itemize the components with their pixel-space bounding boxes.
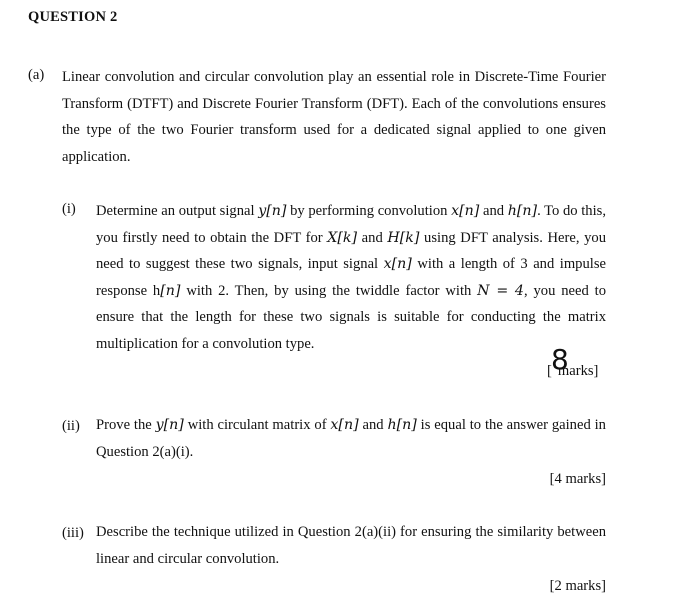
sub-i-text	[96, 198, 606, 358]
x-n-symbol: x[n]	[451, 203, 480, 219]
question-title: QUESTION 2	[28, 9, 118, 25]
h-n-symbol-ii: h[n]	[387, 417, 417, 433]
handwritten-eight: 8	[551, 343, 569, 376]
sub-i-marks-rest: marks]	[557, 363, 599, 379]
sub-ii-text-2: with circulant matrix of	[183, 417, 331, 433]
sub-ii-text	[96, 412, 606, 465]
sub-iii-label: (iii)	[62, 525, 84, 541]
part-a-label: (a)	[28, 67, 45, 83]
n-bracket-symbol: [n]	[160, 282, 181, 299]
sub-i-text-2: by performing convolution	[286, 203, 452, 219]
sub-i-label: (i)	[62, 201, 76, 217]
N-equals-4: N = 4	[477, 282, 524, 299]
sub-i-text-3: and	[479, 203, 508, 219]
x-n-symbol-2: x[n]	[383, 256, 412, 273]
sub-i-text-4: . To do this, you firstly need to obtain the DFT for	[96, 203, 606, 246]
sub-i-marks-open: [	[547, 363, 552, 379]
y-n-symbol-ii: y[n]	[155, 417, 184, 433]
h-n-symbol: h[n]	[507, 203, 538, 219]
part-a-text: Linear convolution and circular convolution play an essential role in Discrete-Time Fourier Transform (DTFT) and Discrete Fourier Transform (DFT). Each of the convolutions ensures the type of the two Fourier transform used for a dedicated signal applied to one given application.	[62, 69, 606, 165]
sub-ii-text-4: is equal to the answer gained in Question 2(a)(i).	[96, 417, 606, 460]
y-n-symbol: y[n]	[258, 203, 287, 219]
sub-ii-text-3: and	[358, 417, 388, 433]
sub-i-text-9: , you need to ensure that the length for these two signals is suitable for conducting the matrix multiplication for a convolution type.	[96, 282, 607, 352]
X-k-symbol: X[k]	[327, 229, 358, 246]
sub-i-text-7: with a length of 3 and impulse response h	[96, 256, 606, 299]
sub-i-text-1: Determine an output signal	[96, 203, 259, 219]
sub-i-text-5: and	[357, 229, 388, 246]
sub-i-text-6: using DFT analysis. Here, you need to suggest these two signals, input signal	[96, 229, 607, 273]
sub-ii-text-1: Prove the	[96, 417, 156, 433]
sub-i-text-8: with 2. Then, by using the twiddle factor with	[180, 282, 478, 299]
H-k-symbol: H[k]	[387, 229, 420, 246]
sub-ii-marks: [4 marks]	[549, 471, 606, 487]
x-n-symbol-ii: x[n]	[330, 417, 359, 433]
sub-iii-marks: [2 marks]	[549, 578, 606, 594]
sub-iii-text: Describe the technique utilized in Question 2(a)(ii) for ensuring the similarity between linear and circular convolution.	[96, 524, 606, 567]
sub-ii-label: (ii)	[62, 418, 80, 434]
